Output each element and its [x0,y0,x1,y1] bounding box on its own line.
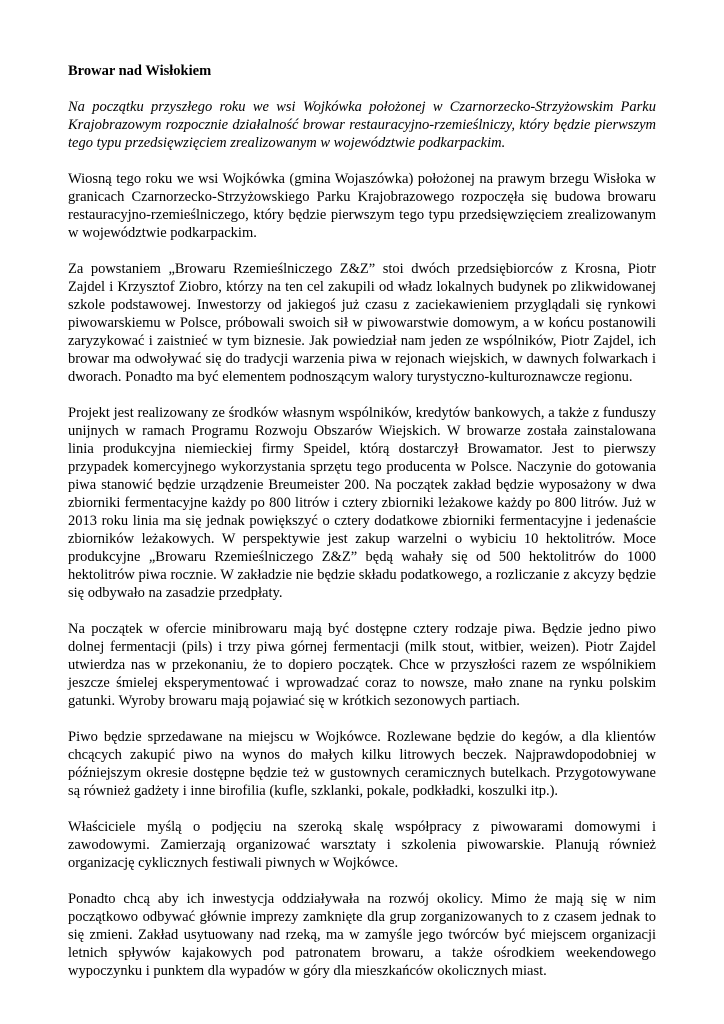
document-page [68,62,656,998]
body-paragraph-5: Piwo będzie sprzedawane na miejscu w Wojkówce. Rozlewane będzie do kegów, a dla klientów chcących zakupić piwo na wynos do małych kilku litrowych beczek. Najprawdopodobniej w późniejszym okresie dostępne będzie też w gustownych ceramicznych butelkach. Przygotowywane są również gadżety i inne birofilia (kufle, szklanki, pokale, podkładki, koszulki itp.). [68,729,656,799]
body-paragraph-1: Wiosną tego roku we wsi Wojkówka (gmina Wojaszówka) położonej na prawym brzegu Wisłoka w granicach Czarnorzecko-Strzyżowskiego Parku Krajobrazowego rozpoczęła się budowa browaru restauracyjno-rzemieślniczego, który będzie pierwszym tego typu przedsięwzięciem zrealizowanym w województwie podkarpackim. [68,171,656,241]
document-title: Browar nad Wisłokiem [68,63,212,79]
body-paragraph-3: Projekt jest realizowany ze środków własnym wspólników, kredytów bankowych, a także z funduszy unijnych w ramach Programu Rozwoju Obszarów Wiejskich. W browarze została zainstalowana linia produkcyjna niemieckiej firmy Speidel, którą dostarczył Browamator. Jest to pierwszy przypadek komercyjnego wykorzystania sprzętu tego producenta w Polsce. Naczynie do gotowania piwa stanowić będzie urządzenie Breumeister 200. Na początek zakład będzie wyposażony w dwa zbiorniki fermentacyjne każdy po 800 litrów i cztery zbiorniki leżakowe każdy po 800 litrów. Już w 2013 roku linia ma się jednak powiększyć o cztery dodatkowe zbiorniki fermentacyjne i jedenaście zbiorników leżakowych. W perspektywie jest zakup warzelni o wybiciu 10 hektolitrów. Moce produkcyjne „Browaru Rzemieślniczego Z&Z” będą wahały się od 500 hektolitrów do 1000 hektolitrów piwa rocznie. W zakładzie nie będzie składu podatkowego, a rozliczanie z akcyzy będzie się odbywało na zasadzie przedpłaty. [68,405,656,601]
body-paragraph-4: Na początek w ofercie minibrowaru mają być dostępne cztery rodzaje piwa. Będzie jedno piwo dolnej fermentacji (pils) i trzy piwa górnej fermentacji (milk stout, witbier, weizen). Piotr Zajdel utwierdza nas w przekonaniu, że to dopiero początek. Chce w przyszłości razem ze wspólnikiem jeszcze śmielej eksperymentować i wprowadzać coraz to nowsze, mało znane na rynku polskim gatunki. Wyroby browaru mają pojawiać się w krótkich sezonowych partiach. [68,621,656,709]
body-paragraph-6: Właściciele myślą o podjęciu na szeroką skalę współpracy z piwowarami domowymi i zawodowymi. Zamierzają organizować warsztaty i szkolenia piwowarskie. Planują również organizację cyklicznych festiwali piwnych w Wojkówce. [68,819,656,871]
body-paragraph-2: Za powstaniem „Browaru Rzemieślniczego Z&Z” stoi dwóch przedsiębiorców z Krosna, Piotr Zajdel i Krzysztof Ziobro, którzy na ten cel zakupili od władz lokalnych budynek po zlikwidowanej szkole podstawowej. Inwestorzy od jakiegoś już czasu z zaciekawieniem przyglądali się rynkowi piwowarskiemu w Polsce, próbowali swoich sił w piwowarstwie domowym, a w końcu postanowili zaryzykować i zaistnieć w tym biznesie. Jak powiedział nam jeden ze wspólników, Piotr Zajdel, ich browar ma odwoływać się do tradycji warzenia piwa w rejonach wiejskich, w dawnych folwarkach i dworach. Ponadto ma być elementem podnoszącym walory turystyczno-kulturoznawcze regionu. [68,261,656,385]
lead-paragraph: Na początku przyszłego roku we wsi Wojkówka położonej w Czarnorzecko-Strzyżowskim Parku Krajobrazowym rozpocznie działalność browar restauracyjno-rzemieślniczy, który będzie pierwszym tego typu przedsięwzięciem zrealizowanym w województwie podkarpackim. [68,99,656,151]
body-paragraph-7: Ponadto chcą aby ich inwestycja oddziaływała na rozwój okolicy. Mimo że mają się w nim początkowo odbywać głównie imprezy zamknięte dla grup zorganizowanych to z czasem jednak to się zmieni. Zakład usytuowany nad rzeką, ma w zamyśle jego twórców być miejscem organizacji letnich spływów kajakowych pod patronatem browaru, a także ośrodkiem weekendowego wypoczynku i punktem dla wypadów w góry dla mieszkańców okolicznych miast. [68,891,656,979]
